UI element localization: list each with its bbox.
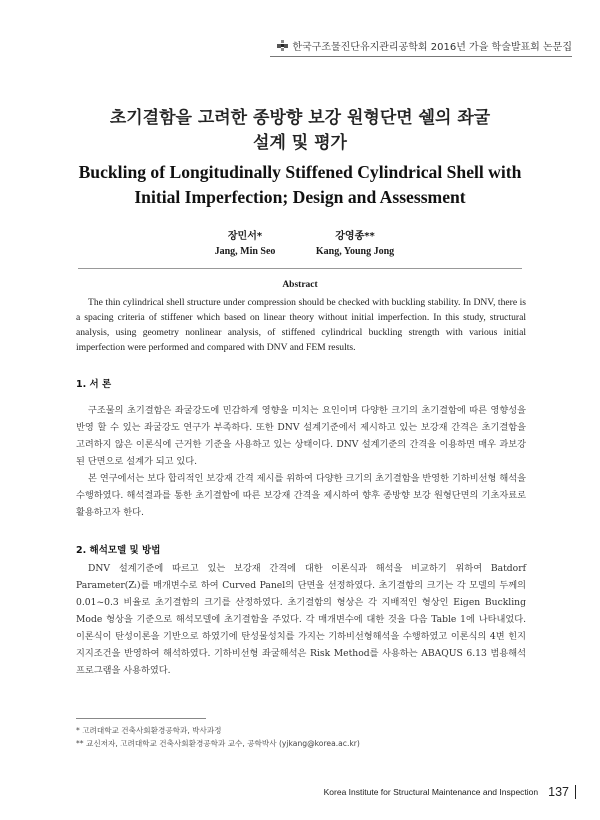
section-2-paragraph-1: DNV 설계기준에 따르고 있는 보강재 간격에 대한 이론식과 해석을 비교하기 위하여 Batdorf Parameter(Zₗ)를 매개변수로 하여 Curved Panel의 단면을 선정하였다. 초기결함의 크기는 각 모델의 두께의 0.01~0.3 비율로 초기결함의 크기를 산정하였다. 초기결함의 형상은 각 지배적인 형상인 Eigen Buckling Mode 형상을 기준으로 해석모델에 초기결함을 주었다. 각 매개변수에 대한 것을 다음 Table 1에 나타내었다. 이론식이 탄성이론을 기반으로 하였기에 탄성물성치를 가지는 기하비선형해석을 수행하였고 이론식의 4변 힌지지지조건을 반영하여 해석하였다. 기하비선형 좌굴해석은 Risk Method를 사용하는 ABAQUS 6.13 범용해석프로그램을 사용하였다. bbox=[76, 563, 526, 676]
abstract-heading: Abstract bbox=[282, 280, 318, 290]
korean-title bbox=[40, 106, 560, 156]
author-1-english-name: Jang, Min Seo bbox=[214, 246, 276, 257]
page-footer bbox=[324, 785, 576, 799]
abstract-body: The thin cylindrical shell structure under compression should be checked with buckling stability. In DNV, there is a spacing criteria of stiffener which based on linear theory without initial imperfection. In this study, structural analysis, using geometry nonlinear analysis, of stiffened cylindrical buckling strength with various initial imperfection were performed and compared with DNV and FEM results. bbox=[76, 297, 526, 353]
section-1-heading: 1. 서 론 bbox=[76, 379, 112, 390]
section-1-paragraph-2: 본 연구에서는 보다 합리적인 보강재 간격 제시를 위하여 다양한 크기의 초기결함을 반영한 기하비선형 해석을 수행하였다. 해석결과를 통한 초기결함에 따른 보강재 간격을 제시하여 향후 종방향 보강 원형단면의 기초자료로 활용하고자 한다. bbox=[76, 473, 526, 518]
header-text: 한국구조물진단유지관리공학회 2016년 가을 학술발표회 논문집 bbox=[292, 41, 572, 53]
korean-title-line-1: 초기결함을 고려한 종방향 보강 원형단면 쉘의 좌굴 bbox=[109, 108, 491, 128]
english-title-line-2: Initial Imperfection; Design and Assessment bbox=[134, 187, 466, 207]
footnote-1: * 고려대학교 건축사회환경공학과, 박사과정 bbox=[76, 726, 222, 735]
author-2-english-name: Kang, Young Jong bbox=[315, 246, 395, 257]
section-2-heading: 2. 해석모델 및 방법 bbox=[76, 545, 161, 556]
section-1-body bbox=[76, 402, 526, 521]
footnote-rule bbox=[76, 718, 206, 719]
english-title-line-1: Buckling of Longitudinally Stiffened Cylindrical Shell with bbox=[78, 162, 522, 182]
abstract-rule bbox=[78, 268, 522, 269]
page-number: 137 bbox=[548, 785, 576, 799]
running-header bbox=[277, 38, 572, 52]
english-title bbox=[40, 160, 560, 210]
author-2-korean-name: 강영종** bbox=[335, 231, 375, 242]
footnotes bbox=[76, 724, 526, 750]
author-1 bbox=[190, 230, 300, 260]
section-2-body bbox=[76, 560, 526, 679]
header-rule bbox=[270, 56, 572, 57]
footnote-2: ** 교신저자, 고려대학교 건축사회환경공학과 교수, 공학박사 (yjkang@korea.ac.kr) bbox=[76, 739, 360, 748]
author-2 bbox=[300, 230, 410, 260]
author-1-korean-name: 장민서* bbox=[227, 231, 263, 242]
section-1-paragraph-1: 구조물의 초기결함은 좌굴강도에 민감하게 영향을 미치는 요인이며 다양한 크기의 초기결함에 따른 영향성을 반영 할 수 있는 좌굴강도 연구가 부족하다. 또한 DNV 설계기준에서 제시하고 있는 보강재 간격은 초기결함을 고려하지 않은 이론식에 근거한 기준을 사용하고 있는 상태이다. DNV 설계기준의 간격을 이용하면 매우 과보강된 단면으로 설계가 되고 있다. bbox=[76, 405, 526, 467]
conference-logo-icon bbox=[277, 40, 288, 51]
footer-institute: Korea Institute for Structural Maintenance and Inspection bbox=[323, 787, 539, 797]
korean-title-line-2: 설계 및 평가 bbox=[253, 133, 347, 153]
